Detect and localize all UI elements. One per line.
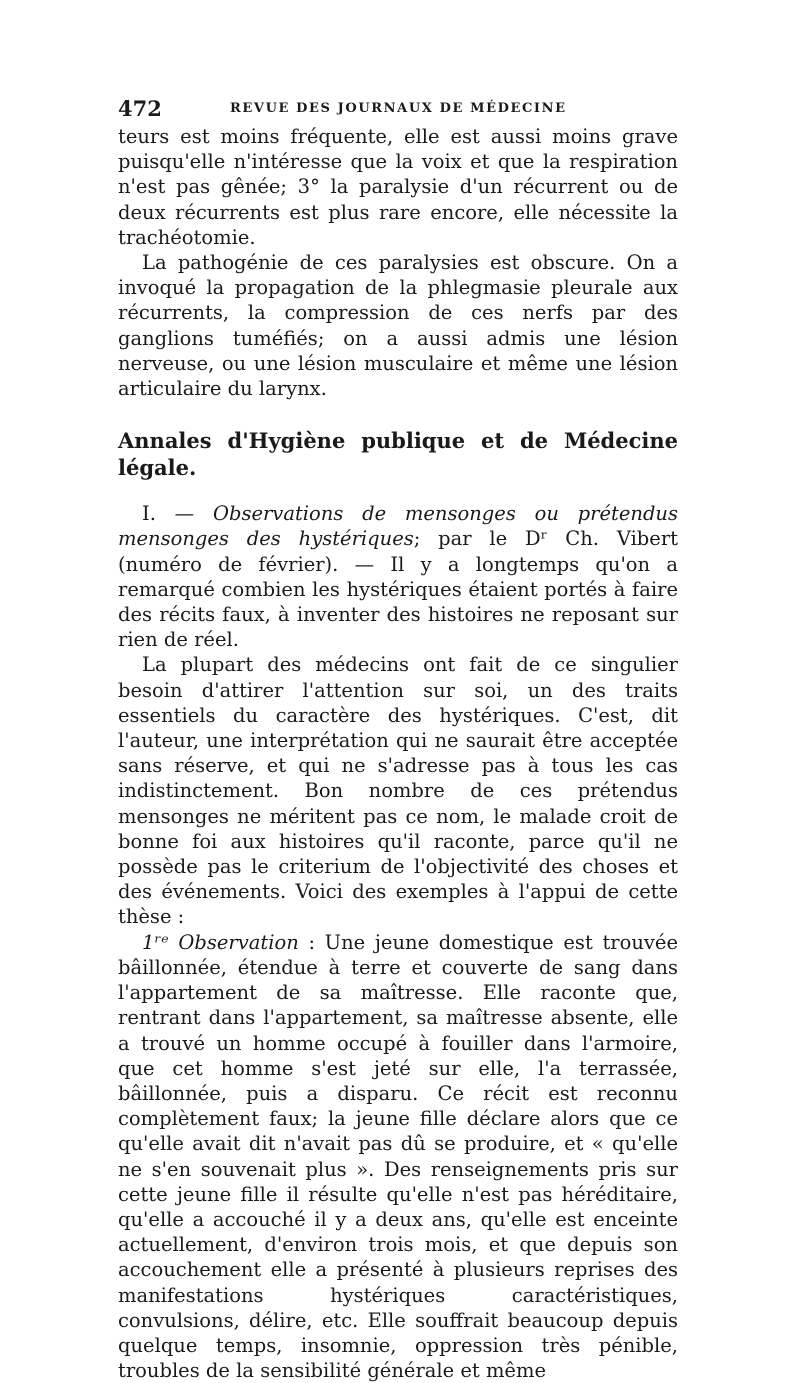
running-title: REVUE DES JOURNAUX DE MÉDECINE	[230, 101, 567, 116]
review-entry	[118, 501, 678, 652]
paragraph-discussion: La plupart des médecins ont fait de ce singulier besoin d'attirer l'attention sur soi, un des traits essentiels du caractère des hystériques. C'est, dit l'auteur, une interprétation qui ne saurait être acceptée sans réserve, et qui ne s'adresse pas à tous les cas indistinctement. Bon nombre de ces prétendus mensonges ne méritent pas ce nom, le malade croit de bonne foi aux histoires qu'il raconte, parce qu'il ne possède pas le criterium de l'objectivité des choses et des événements. Voici des exemples à l'appui de cette thèse :	[118, 653, 678, 929]
observation-label: 1ʳᵉ Observation	[142, 930, 299, 954]
section-title: Annales d'Hygiène publique et de Médecine légale.	[118, 428, 678, 481]
page-body	[118, 124, 678, 1383]
paragraph-pathogenie: La pathogénie de ces paralysies est obscure. On a invoqué la propagation de la phlegmasie pleurale aux récurrents, la compression de ces nerfs par des ganglions tuméfiés; on a aussi admis une lésion nerveuse, ou une lésion musculaire et même une lésion articulaire du larynx.	[118, 251, 678, 401]
paragraph-continuation: teurs est moins fréquente, elle est aussi moins grave puisqu'elle n'intéresse que la voix et que la respiration n'est pas gênée; 3° la paralysie d'un récurrent ou de deux récurrents est plus rare encore, elle nécessite la trachéotomie.	[118, 125, 678, 249]
observation-text: : Une jeune domestique est trouvée bâillonnée, étendue à terre et couverte de sang dans l'appartement de sa maîtresse. Elle raconte que, rentrant dans l'appartement, sa maîtresse absente, elle a trouvé un homme occupé à fouiller dans l'armoire, que cet homme s'est jeté sur elle, l'a terrassée, bâillonnée, puis a disparu. Ce récit est reconnu complètement faux; la jeune fille déclare alors que ce qu'elle avait dit n'avait pas dû se produire, et « qu'elle ne s'en souvenait plus ». Des renseignements pris sur cette jeune fille il résulte qu'elle n'est pas héréditaire, qu'elle a accouché il y a deux ans, qu'elle est enceinte actuellement, d'environ trois mois, et que depuis son accouchement elle a présenté à plusieurs reprises des manifestations hystériques caractéristiques, convulsions, délire, etc. Elle souffrait beaucoup depuis quelque temps, insomnie, oppression très pénible, troubles de la sensibilité générale et même	[118, 930, 679, 1383]
page-number: 472	[118, 96, 162, 121]
page-header	[118, 96, 678, 126]
review-number: I. —	[142, 502, 195, 526]
review-work-title: Observations de mensonges ou prétendus mensonges des hystériques	[118, 502, 678, 551]
observation-paragraph	[118, 930, 678, 1383]
review-byline: ; par le Dʳ Ch. Vibert (numéro de février). — Il y a longtemps qu'on a remarqué combien les hystériques étaient portés à faire des récits faux, à inventer des histoires ne reposant sur rien de réel.	[118, 527, 678, 652]
